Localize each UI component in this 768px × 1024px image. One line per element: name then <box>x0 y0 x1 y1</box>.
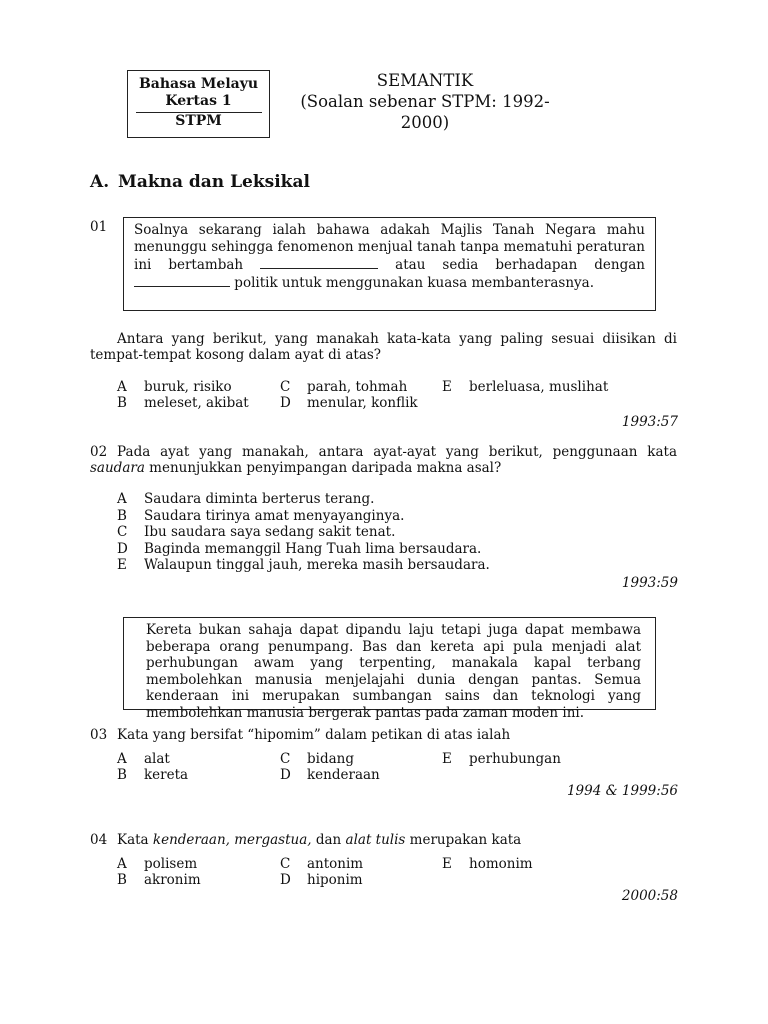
option-item[interactable]: C bidang <box>280 751 354 767</box>
option-item[interactable]: C parah, tohmah <box>280 379 408 395</box>
q2-stem-text-2: menunjukkan penyimpangan daripada makna asal? <box>149 460 502 476</box>
q1-blank-1 <box>260 256 378 269</box>
option-item[interactable]: B akronim <box>117 872 201 888</box>
q4-stem-text-2: dan <box>315 832 342 848</box>
option-item[interactable]: D menular, konflik <box>280 395 418 411</box>
q4-stem <box>90 832 677 848</box>
q1-stem: Antara yang berikut, yang manakah kata-kata yang paling sesuai diisikan di tempat-tempat kosong dalam ayat di atas? <box>90 331 677 363</box>
q1-box-text-1: Soalnya sekarang ialah bahawa adakah Majlis Tanah Negara mahu menunggu sehingga fenomenon menjual tanah tanpa mematuhi peraturan ini bertambah <box>134 222 645 273</box>
q2-stem <box>90 444 677 476</box>
section-heading <box>90 172 310 192</box>
passage-box <box>123 617 656 721</box>
question-1-box <box>123 217 656 311</box>
option-item[interactable]: A buruk, risiko <box>117 379 232 395</box>
q1-box-text-2: atau sedia berhadapan dengan <box>395 257 645 273</box>
page-title <box>280 70 570 133</box>
option-item[interactable]: E berleluasa, muslihat <box>442 379 609 395</box>
year-reference: 1993:57 <box>621 414 678 430</box>
q3-stem-text: Kata yang bersifat “hipomim” dalam petikan di atas ialah <box>117 727 511 743</box>
q2-options <box>117 491 677 574</box>
q1-options <box>117 379 677 413</box>
option-item[interactable]: A alat <box>117 751 170 767</box>
option-item[interactable]: C Ibu saudara saya sedang sakit tenat. <box>117 524 396 540</box>
option-item[interactable]: B kereta <box>117 767 189 783</box>
subject-label: Bahasa Melayu <box>138 76 259 92</box>
exam-label: STPM <box>175 113 222 129</box>
paper-label-box <box>127 70 270 138</box>
option-item[interactable]: D hiponim <box>280 872 363 888</box>
option-item[interactable]: A polisem <box>117 856 198 872</box>
q2-stem-text-1: Pada ayat yang manakah, antara ayat-ayat yang berikut, penggunaan kata <box>117 444 677 460</box>
option-item[interactable]: A Saudara diminta berterus terang. <box>117 491 375 507</box>
option-item[interactable]: C antonim <box>280 856 364 872</box>
q4-options <box>117 856 677 890</box>
q1-box-text-3: politik untuk menggunakan kuasa membanterasnya. <box>234 275 594 291</box>
q4-stem-text-1: Kata <box>117 832 149 848</box>
question-number: 04 <box>90 832 108 848</box>
title-line-1: SEMANTIK <box>376 71 474 90</box>
year-reference: 1994 & 1999:56 <box>566 783 678 799</box>
year-reference: 1993:59 <box>621 575 678 591</box>
paper-number-label: Kertas 1 <box>165 93 232 109</box>
option-item[interactable]: E perhubungan <box>442 751 561 767</box>
title-line-2: (Soalan sebenar STPM: 1992-2000) <box>300 92 550 132</box>
question-number: 01 <box>90 219 108 235</box>
option-item[interactable]: E Walaupun tinggal jauh, mereka masih bersaudara. <box>117 557 490 573</box>
q4-stem-text-3: merupakan kata <box>409 832 522 848</box>
section-letter: A. <box>90 172 110 192</box>
option-item[interactable]: B meleset, akibat <box>117 395 249 411</box>
passage-text: Kereta bukan sahaja dapat dipandu laju tetapi juga dapat membawa beberapa orang penumpang. Bas dan kereta api pula menjadi alat perhubungan awam yang terpenting, manakala kapal terbang membolehkan manusia menjelajahi dunia dengan pantas. Semua kenderaan ini merupakan sumbangan sains dan teknologi yang membolehkan manusia bergerak pantas pada zaman moden ini. <box>146 622 641 721</box>
q4-stem-italic-2: alat tulis <box>345 832 406 848</box>
q3-options <box>117 751 677 785</box>
option-item[interactable]: E homonim <box>442 856 533 872</box>
question-number: 02 <box>90 444 108 460</box>
section-title: Makna dan Leksikal <box>118 172 310 192</box>
option-item[interactable]: D kenderaan <box>280 767 380 783</box>
q2-stem-italic: saudara <box>90 460 145 476</box>
option-item[interactable]: B Saudara tirinya amat menyayanginya. <box>117 507 405 524</box>
year-reference: 2000:58 <box>621 888 678 904</box>
option-item[interactable]: D Baginda memanggil Hang Tuah lima bersaudara. <box>117 540 482 557</box>
q3-stem <box>90 727 677 743</box>
q4-stem-italic-1: kenderaan, mergastua, <box>152 832 312 848</box>
question-number: 03 <box>90 727 108 743</box>
q1-blank-2 <box>134 274 230 287</box>
